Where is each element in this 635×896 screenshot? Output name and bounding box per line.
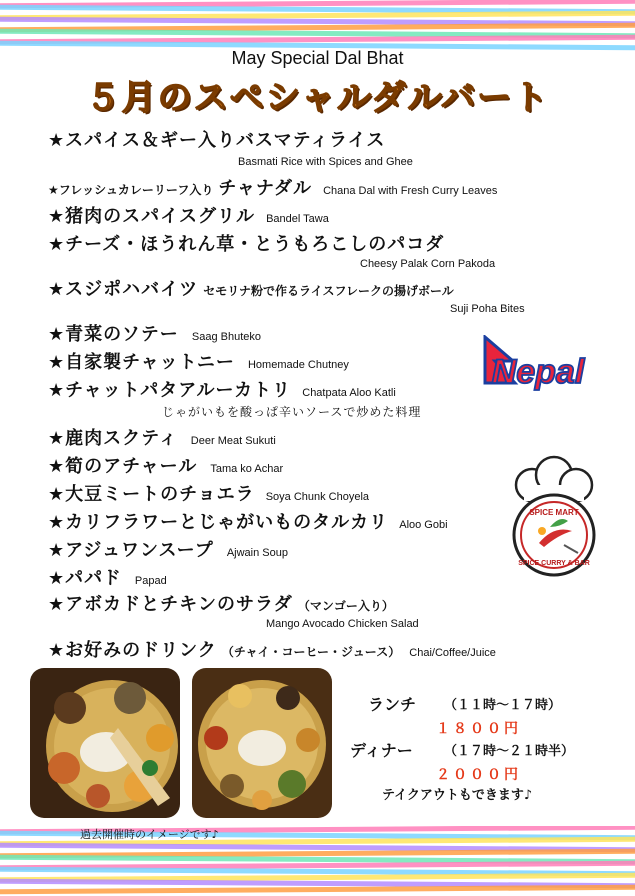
menu-item-8-note: じゃがいもを酸っぱ辛いソースで炒めた料理 <box>162 405 422 419</box>
menu-item-3-en: Bandel Tawa <box>266 213 329 225</box>
menu-item-13 <box>48 536 288 562</box>
menu-item-6-jp: ★青菜のソテー <box>48 324 179 345</box>
menu-item-7-jp: ★自家製チャットニー <box>48 352 235 373</box>
lunch-label: ランチ <box>368 695 417 714</box>
menu-item-10-en: Tama ko Achar <box>210 463 284 475</box>
menu-item-10-jp: ★筍のアチャール <box>48 456 198 477</box>
menu-item-5-desc: セモリナ粉で作るライスフレークの揚げボール <box>203 284 454 298</box>
menu-item-9-jp: ★鹿肉スクティ <box>48 428 178 449</box>
menu-item-1-en: Basmati Rice with Spices and Ghee <box>238 156 413 168</box>
nepal-badge-text: Nepal <box>491 353 585 391</box>
menu-item-9-en: Deer Meat Sukuti <box>190 435 276 447</box>
menu-item-3-jp: ★猪肉のスパイスグリル <box>48 206 255 227</box>
food-photo-2 <box>192 668 332 818</box>
stripe-line <box>0 885 635 895</box>
menu-item-15-en: Mango Avocado Chicken Salad <box>266 618 419 630</box>
lunch-price: １８００円 <box>436 721 521 737</box>
spice-mart-logo <box>494 455 614 580</box>
subtitle-english: May Special Dal Bhat <box>231 48 404 68</box>
menu-item-5-en: Suji Poha Bites <box>450 303 525 315</box>
top-stripe-border <box>0 0 635 52</box>
menu-item-8 <box>48 376 396 402</box>
menu-item-6-en: Saag Bhuteko <box>191 331 261 343</box>
menu-item-16-desc: （チャイ・コーヒー・ジュース） <box>221 645 401 659</box>
menu-item-11-jp: ★大豆ミートのチョエラ <box>48 484 255 505</box>
menu-item-11-en: Soya Chunk Choyela <box>265 491 370 503</box>
menu-item-15 <box>48 590 394 616</box>
menu-item-7-en: Homemade Chutney <box>247 359 349 371</box>
menu-item-7 <box>48 348 349 374</box>
menu-item-13-jp: ★アジュワンスープ <box>48 540 214 561</box>
takeout-note: テイクアウトもできます♪ <box>382 788 533 803</box>
menu-item-14-en: Papad <box>134 575 167 587</box>
menu-item-8-jp: ★チャットパタアルーカトリ <box>48 380 292 401</box>
menu-item-12-en: Aloo Gobi <box>399 519 448 531</box>
menu-item-2-jp: チャナダル <box>218 178 312 199</box>
menu-item-12 <box>48 508 448 534</box>
menu-item-16-jp: ★お好みのドリンク <box>48 640 217 661</box>
menu-item-16-en: Chai/Coffee/Juice <box>409 647 496 659</box>
dinner-label: ディナー <box>350 741 413 760</box>
menu-item-4-en: Cheesy Palak Corn Pakoda <box>360 258 496 270</box>
page-title: ５月のスペシャルダルバート <box>85 78 550 118</box>
menu-item-14 <box>48 564 167 590</box>
food-photo-1 <box>30 668 180 818</box>
menu-item-1: ★スパイス＆ギー入りバスマティライス <box>48 130 386 151</box>
menu-item-5-jp: ★スジポハバイツ <box>48 279 199 300</box>
dinner-time: （１７時～２１時半） <box>444 744 575 759</box>
thali-plate-image-2 <box>192 668 332 818</box>
menu-item-9 <box>48 424 276 450</box>
menu-item-4: ★チーズ・ほうれん草・とうもろこしのパコダ <box>48 234 445 255</box>
menu-item-16 <box>48 636 496 662</box>
logo-bottom-text: SPICE CURRY & BAR <box>518 560 590 567</box>
menu-item-2-prefix: ★フレッシュカレーリーフ入り <box>48 183 214 197</box>
menu-item-8-en: Chatpata Aloo Katli <box>302 387 396 399</box>
thali-plate-image-1 <box>30 668 180 818</box>
logo-top-text: SPICE MART <box>529 508 579 517</box>
spice-dot-icon <box>538 527 546 535</box>
menu-item-12-jp: ★カリフラワーとじゃがいものタルカリ <box>48 512 389 533</box>
dinner-price: ２０００円 <box>436 767 521 783</box>
lunch-time: （１１時～１７時） <box>444 698 562 713</box>
menu-item-3 <box>48 202 329 228</box>
menu-item-2 <box>48 174 497 200</box>
menu-item-11 <box>48 480 369 506</box>
menu-item-6 <box>48 320 261 346</box>
menu-item-13-en: Ajwain Soup <box>226 547 288 559</box>
nepal-flag-badge <box>463 335 608 395</box>
menu-item-10 <box>48 452 283 478</box>
menu-item-15-desc: （マンゴー入り） <box>297 599 394 613</box>
menu-item-14-jp: ★パパド <box>48 568 122 589</box>
menu-item-5 <box>48 275 454 301</box>
photo-caption: 過去開催時のイメージです♪ <box>80 828 219 841</box>
menu-item-2-en: Chana Dal with Fresh Curry Leaves <box>323 185 498 197</box>
menu-item-15-jp: ★アボカドとチキンのサラダ <box>48 594 293 615</box>
